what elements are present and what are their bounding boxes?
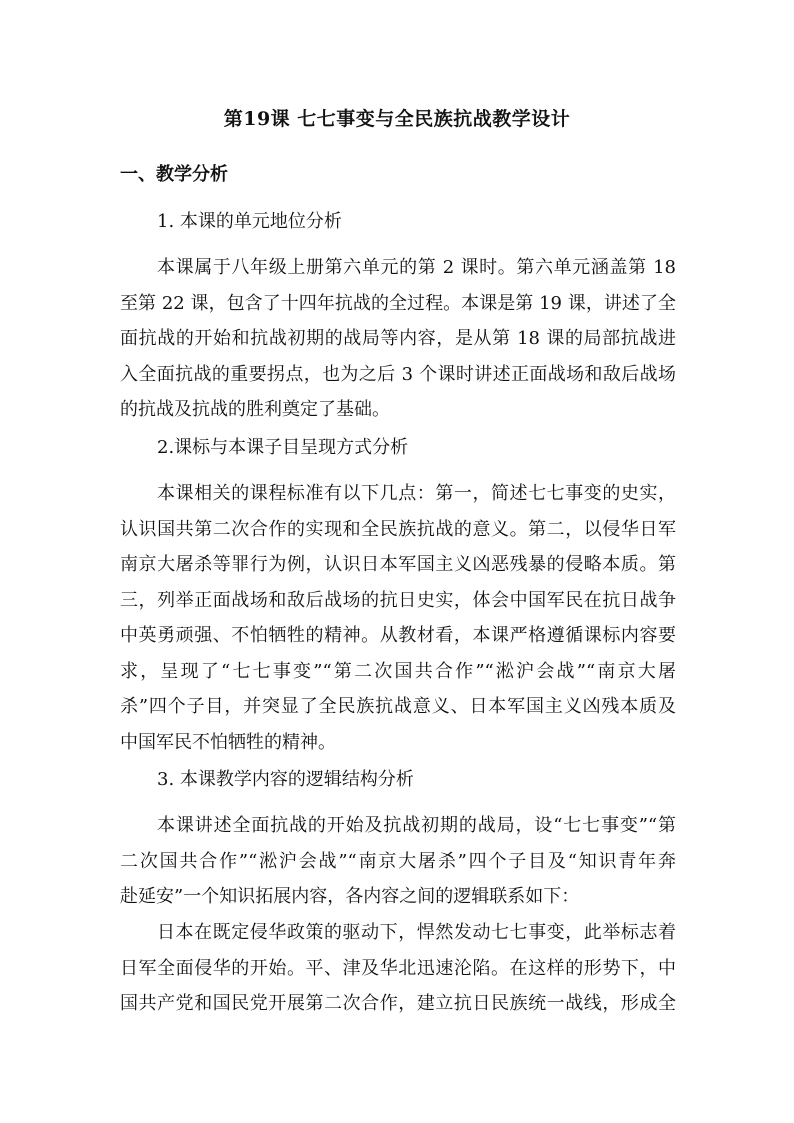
paragraph-line: 本课属于八年级上册第六单元的第 2 课时。第六单元涵盖第 18 bbox=[157, 257, 676, 278]
section-heading-teaching-analysis: 一、教学分析 bbox=[120, 164, 228, 185]
subsection-heading-unit-position: 1. 本课的单元地位分析 bbox=[157, 211, 342, 232]
subsection-heading-logical-structure: 3. 本课教学内容的逻辑结构分析 bbox=[157, 769, 414, 790]
paragraph-line: 至第 22 课，包含了十四年抗战的全过程。本课是第 19 课，讲述了全 bbox=[120, 292, 676, 314]
paragraph-line: 三，列举正面战场和敌后战场的抗日史实，体会中国军民在抗日战争 bbox=[120, 589, 676, 611]
paragraph-line: 面抗战的开始和抗战初期的战局等内容，是从第 18 课的局部抗战进 bbox=[120, 328, 676, 349]
paragraph-line: 二次国共合作”“淞沪会战”“南京大屠杀”四个子目及“知识青年奔 bbox=[120, 850, 676, 872]
paragraph-line: 杀”四个子目，并突显了全民族抗战意义、日本军国主义凶残本质及 bbox=[120, 696, 676, 717]
paragraph-line: 日本在既定侵华政策的驱动下，悍然发动七七事变，此举标志着 bbox=[157, 922, 676, 943]
subsection-heading-curriculum-standard: 2.课标与本课子目呈现方式分析 bbox=[157, 437, 409, 458]
paragraph-line: 认识国共第二次合作的实现和全民族抗战的意义。第二，以侵华日军 bbox=[120, 518, 676, 540]
document-title: 第19课 七七事变与全民族抗战教学设计 bbox=[223, 108, 571, 130]
paragraph-line: 本课讲述全面抗战的开始及抗战初期的战局，设“七七事变”“第 bbox=[157, 815, 676, 836]
paragraph-line: 南京大屠杀等罪行为例，认识日本军国主义凶恶残暴的侵略本质。第 bbox=[120, 554, 676, 575]
paragraph-unit-position bbox=[120, 250, 676, 428]
paragraph-line: 中英勇顽强、不怕牺牲的精神。从教材看，本课严格遵循课标内容要 bbox=[120, 625, 676, 646]
paragraph-japanese-invasion bbox=[120, 915, 676, 1022]
paragraph-line: 的抗战及抗战的胜利奠定了基础。 bbox=[120, 399, 390, 420]
paragraph-line: 国共产党和国民党开展第二次合作，建立抗日民族统一战线，形成全 bbox=[120, 993, 676, 1014]
paragraph-line: 入全面抗战的重要拐点，也为之后 3 个课时讲述正面战场和敌后战场 bbox=[120, 363, 676, 385]
paragraph-line: 本课相关的课程标准有以下几点：第一，简述七七事变的史实， bbox=[157, 483, 676, 504]
paragraph-line: 日军全面侵华的开始。平、津及华北迅速沦陷。在这样的形势下，中 bbox=[120, 957, 676, 979]
paragraph-logical-structure bbox=[120, 808, 676, 915]
paragraph-line: 赴延安”一个知识拓展内容，各内容之间的逻辑联系如下： bbox=[120, 886, 580, 907]
paragraph-line: 求，呈现了“七七事变”“第二次国共合作”“淞沪会战”“南京大屠 bbox=[120, 660, 676, 682]
paragraph-line: 中国军民不怕牺牲的精神。 bbox=[120, 731, 336, 753]
paragraph-curriculum-standard bbox=[120, 476, 676, 760]
